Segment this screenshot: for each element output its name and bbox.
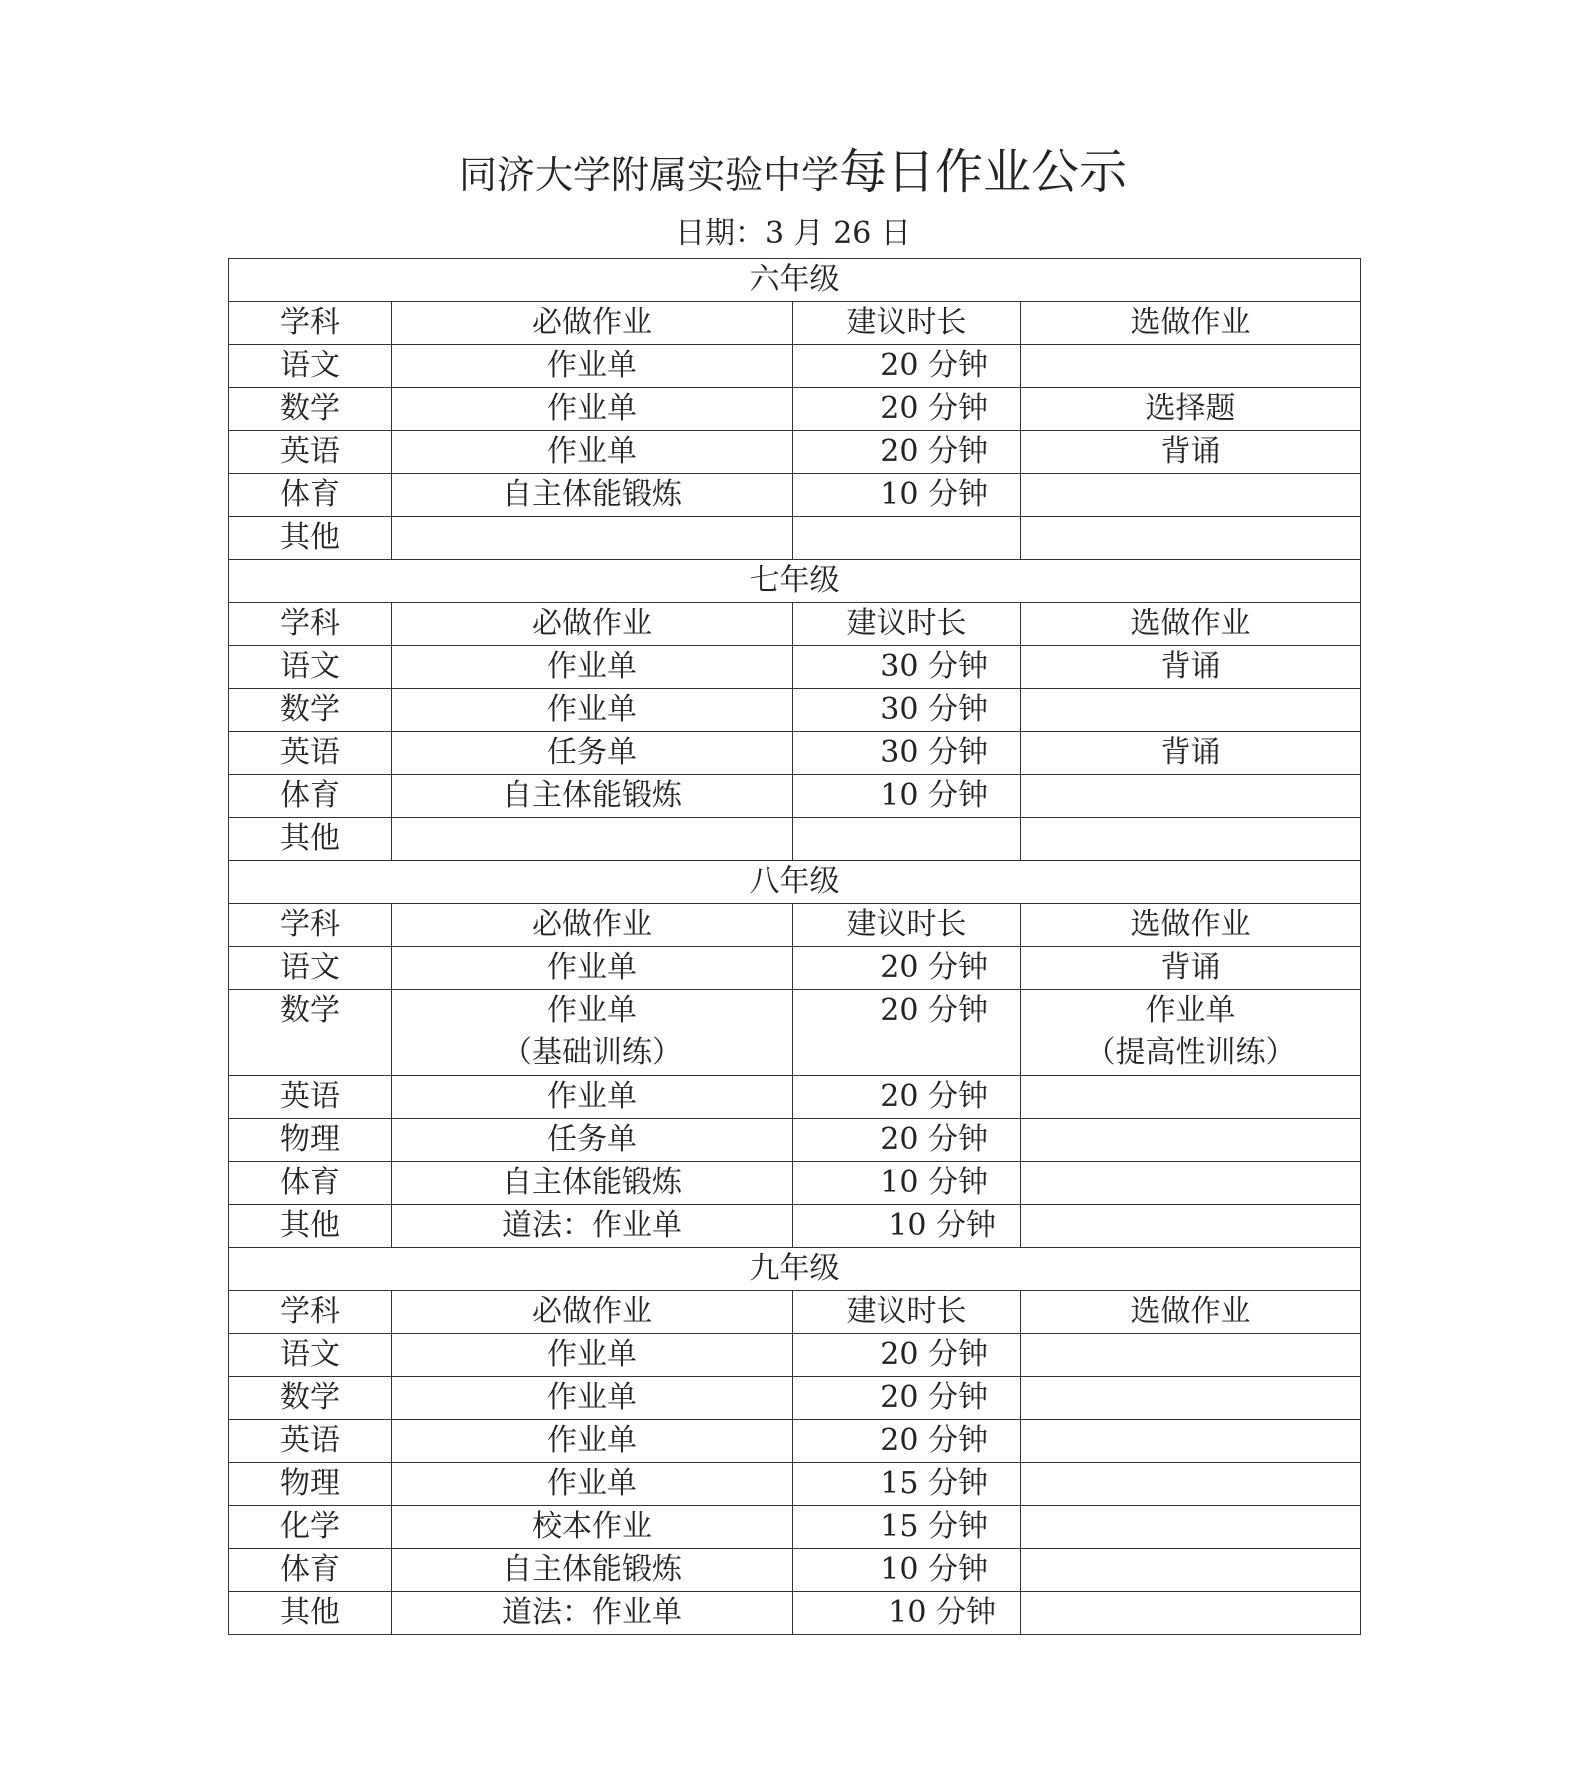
duration-cell: 10 分钟: [793, 1591, 1021, 1634]
table-row: [229, 1505, 1361, 1548]
duration-cell: 20 分钟: [793, 388, 1021, 431]
table-row: [229, 1075, 1361, 1118]
optional-cell: [1021, 517, 1361, 560]
subject-cell: 体育: [229, 775, 392, 818]
duration-cell: 10 分钟: [793, 474, 1021, 517]
col-header-required: 必做作业: [392, 1290, 793, 1333]
duration-cell: [793, 818, 1021, 861]
column-header-row: [229, 904, 1361, 947]
required-cell: 作业单: [392, 1462, 793, 1505]
subject-cell: 其他: [229, 1204, 392, 1247]
required-cell: 作业单: [392, 1333, 793, 1376]
duration-cell: 20 分钟: [793, 990, 1021, 1076]
column-header-row: [229, 1290, 1361, 1333]
notice-title: 每日作业公示: [839, 144, 1128, 200]
col-header-duration: 建议时长: [793, 904, 1021, 947]
optional-cell: [1021, 1591, 1361, 1634]
table-row: [229, 1161, 1361, 1204]
col-header-duration: 建议时长: [793, 603, 1021, 646]
optional-cell: 背诵: [1021, 947, 1361, 990]
subject-cell: 其他: [229, 517, 392, 560]
col-header-required: 必做作业: [392, 302, 793, 345]
required-cell: 作业单: [392, 431, 793, 474]
required-cell: 校本作业: [392, 1505, 793, 1548]
table-row: [229, 388, 1361, 431]
duration-cell: 30 分钟: [793, 646, 1021, 689]
col-header-optional: 选做作业: [1021, 302, 1361, 345]
subject-cell: 数学: [229, 1376, 392, 1419]
optional-cell: 背诵: [1021, 732, 1361, 775]
table-row: [229, 1333, 1361, 1376]
table-row: [229, 431, 1361, 474]
col-header-required: 必做作业: [392, 904, 793, 947]
subject-cell: 化学: [229, 1505, 392, 1548]
optional-cell: [1021, 1548, 1361, 1591]
duration-cell: 10 分钟: [793, 1204, 1021, 1247]
required-cell-line1: 作业单: [547, 993, 637, 1028]
subject-cell: 语文: [229, 1333, 392, 1376]
optional-cell: [1021, 474, 1361, 517]
col-header-optional: 选做作业: [1021, 904, 1361, 947]
required-cell: 作业单: [392, 646, 793, 689]
table-row: [229, 1548, 1361, 1591]
optional-cell-line2: （提高性训练）: [1085, 1035, 1296, 1070]
col-header-duration: 建议时长: [793, 1290, 1021, 1333]
column-header-row: [229, 603, 1361, 646]
table-row: [229, 689, 1361, 732]
duration-cell: 20 分钟: [793, 1376, 1021, 1419]
date-line: 日期：3 月 26 日: [675, 216, 911, 251]
optional-cell: [1021, 1118, 1361, 1161]
table-row: [229, 990, 1361, 1076]
grade-title: 八年级: [229, 861, 1361, 904]
optional-cell: [1021, 818, 1361, 861]
duration-cell: 20 分钟: [793, 1118, 1021, 1161]
grade-title: 六年级: [229, 259, 1361, 302]
subject-cell: 其他: [229, 1591, 392, 1634]
duration-cell: 10 分钟: [793, 1548, 1021, 1591]
optional-cell: [1021, 689, 1361, 732]
subject-cell: 语文: [229, 646, 392, 689]
col-header-required: 必做作业: [392, 603, 793, 646]
col-header-optional: 选做作业: [1021, 603, 1361, 646]
optional-cell: [1021, 345, 1361, 388]
subject-cell: 英语: [229, 732, 392, 775]
subject-cell: 数学: [229, 990, 392, 1076]
required-cell: 道法：作业单: [392, 1204, 793, 1247]
duration-cell: 15 分钟: [793, 1462, 1021, 1505]
subject-cell: 语文: [229, 345, 392, 388]
table-row: [229, 1204, 1361, 1247]
required-cell: [392, 517, 793, 560]
optional-cell-line1: 作业单: [1145, 993, 1236, 1028]
duration-cell: 30 分钟: [793, 689, 1021, 732]
required-cell: 作业单: [392, 1376, 793, 1419]
grade-header-row: [229, 861, 1361, 904]
table-row: [229, 474, 1361, 517]
optional-cell: 背诵: [1021, 431, 1361, 474]
required-cell: 作业单: [392, 947, 793, 990]
grade-header-row: [229, 560, 1361, 603]
col-header-optional: 选做作业: [1021, 1290, 1361, 1333]
required-cell: 自主体能锻炼: [392, 775, 793, 818]
required-cell: [392, 818, 793, 861]
required-cell: [392, 990, 793, 1076]
subject-cell: 英语: [229, 431, 392, 474]
table-row: [229, 732, 1361, 775]
required-cell: 作业单: [392, 388, 793, 431]
optional-cell: [1021, 1462, 1361, 1505]
subject-cell: 体育: [229, 1548, 392, 1591]
duration-cell: 10 分钟: [793, 775, 1021, 818]
required-cell: 任务单: [392, 1118, 793, 1161]
optional-cell: [1021, 990, 1361, 1076]
subject-cell: 体育: [229, 1161, 392, 1204]
table-row: [229, 1591, 1361, 1634]
duration-cell: 30 分钟: [793, 732, 1021, 775]
subject-cell: 物理: [229, 1462, 392, 1505]
required-cell: 作业单: [392, 689, 793, 732]
duration-cell: 20 分钟: [793, 947, 1021, 990]
required-cell: 道法：作业单: [392, 1591, 793, 1634]
table-row: [229, 1419, 1361, 1462]
required-cell: 任务单: [392, 732, 793, 775]
subject-cell: 语文: [229, 947, 392, 990]
required-cell: 自主体能锻炼: [392, 474, 793, 517]
table-row: [229, 1462, 1361, 1505]
duration-cell: 20 分钟: [793, 431, 1021, 474]
subject-cell: 数学: [229, 388, 392, 431]
col-header-duration: 建议时长: [793, 302, 1021, 345]
duration-cell: 20 分钟: [793, 1333, 1021, 1376]
duration-cell: 20 分钟: [793, 345, 1021, 388]
column-header-row: [229, 302, 1361, 345]
duration-cell: 15 分钟: [793, 1505, 1021, 1548]
grade-title: 九年级: [229, 1247, 1361, 1290]
grade-title: 七年级: [229, 560, 1361, 603]
table-row: [229, 947, 1361, 990]
table-row: [229, 818, 1361, 861]
subject-cell: 其他: [229, 818, 392, 861]
optional-cell: [1021, 1419, 1361, 1462]
subject-cell: 体育: [229, 474, 392, 517]
subject-cell: 英语: [229, 1419, 392, 1462]
optional-cell: [1021, 1376, 1361, 1419]
required-cell: 自主体能锻炼: [392, 1548, 793, 1591]
optional-cell: 背诵: [1021, 646, 1361, 689]
table-row: [229, 646, 1361, 689]
required-cell: 作业单: [392, 1419, 793, 1462]
duration-cell: 20 分钟: [793, 1419, 1021, 1462]
duration-cell: 20 分钟: [793, 1075, 1021, 1118]
optional-cell: [1021, 1505, 1361, 1548]
school-name: 同济大学附属实验中学: [458, 153, 839, 197]
table-row: [229, 775, 1361, 818]
optional-cell: 选择题: [1021, 388, 1361, 431]
col-header-subject: 学科: [229, 1290, 392, 1333]
table-row: [229, 345, 1361, 388]
subject-cell: 英语: [229, 1075, 392, 1118]
grade-header-row: [229, 259, 1361, 302]
optional-cell: [1021, 775, 1361, 818]
required-cell: 自主体能锻炼: [392, 1161, 793, 1204]
duration-cell: 10 分钟: [793, 1161, 1021, 1204]
grade-header-row: [229, 1247, 1361, 1290]
homework-table: [228, 258, 1361, 1635]
required-cell: 作业单: [392, 1075, 793, 1118]
required-cell: 作业单: [392, 345, 793, 388]
subject-cell: 物理: [229, 1118, 392, 1161]
col-header-subject: 学科: [229, 603, 392, 646]
table-row: [229, 1376, 1361, 1419]
table-row: [229, 1118, 1361, 1161]
col-header-subject: 学科: [229, 904, 392, 947]
optional-cell: [1021, 1161, 1361, 1204]
required-cell-line2: （基础训练）: [502, 1035, 682, 1070]
page-title: [0, 142, 1586, 213]
optional-cell: [1021, 1333, 1361, 1376]
duration-cell: [793, 517, 1021, 560]
optional-cell: [1021, 1204, 1361, 1247]
subject-cell: 数学: [229, 689, 392, 732]
table-row: [229, 517, 1361, 560]
col-header-subject: 学科: [229, 302, 392, 345]
optional-cell: [1021, 1075, 1361, 1118]
